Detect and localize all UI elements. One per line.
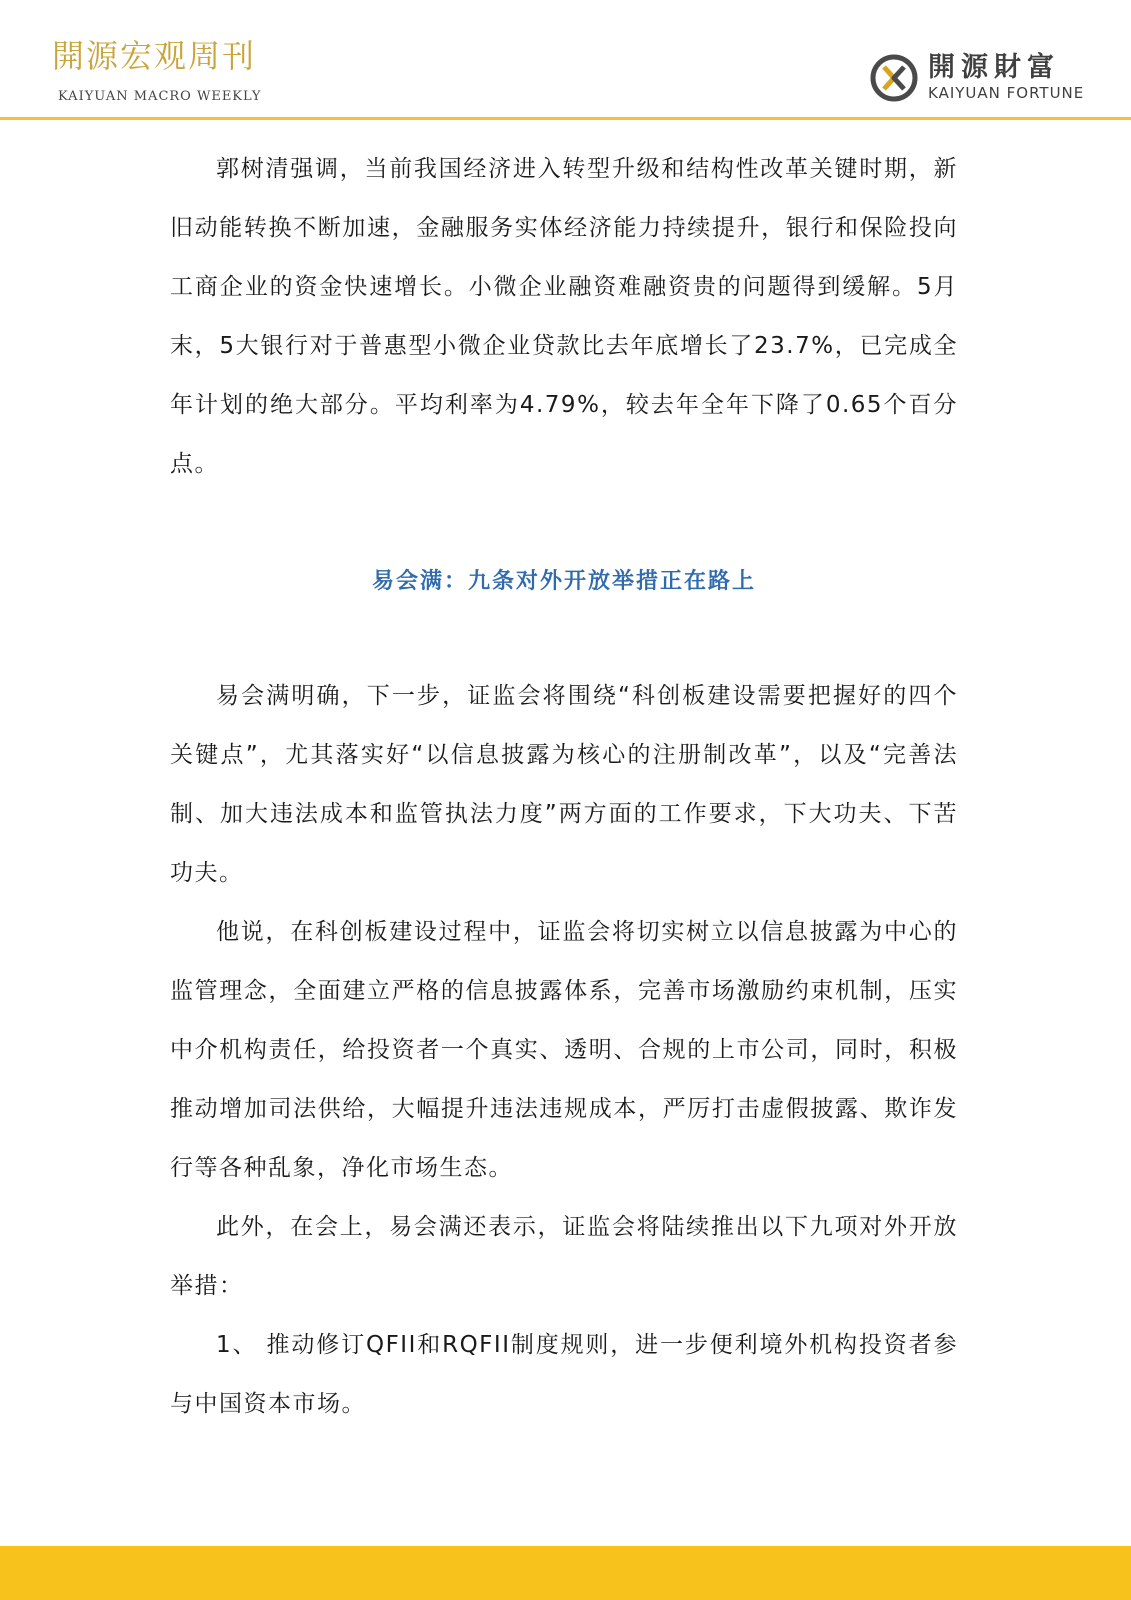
publication-title: 開源宏观周刊: [52, 37, 257, 75]
company-logo: [868, 52, 1098, 106]
footer-bar: [0, 1546, 1131, 1600]
article-body: [170, 140, 958, 1434]
paragraph-guo-shuqing: 郭树清强调，当前我国经济进入转型升级和结构性改革关键时期，新旧动能转换不断加速，金融服务实体经济能力持续提升，银行和保险投向工商企业的资金快速增长。小微企业融资难融资贵的问题得到缓解。5月末，5大银行对于普惠型小微企业贷款比去年底增长了23.7%，已完成全年计划的绝大部分。平均利率为4.79%，较去年全年下降了0.65个百分点。: [170, 156, 958, 477]
logo-english-text: KAIYUAN FORTUNE: [928, 84, 1085, 102]
list-item-measure-1: 1、 推动修订QFII和RQFII制度规则，进一步便利境外机构投资者参与中国资本市场。: [170, 1332, 958, 1417]
page-header: [0, 0, 1131, 120]
header-divider: [0, 117, 1131, 120]
paragraph-nine-measures-intro: 此外，在会上，易会满还表示，证监会将陆续推出以下九项对外开放举措：: [170, 1214, 958, 1299]
section-heading: 易会满：九条对外开放举措正在路上: [371, 569, 756, 594]
logo-chinese-text: 開源財富: [928, 52, 1060, 83]
paragraph-star-market: 他说，在科创板建设过程中，证监会将切实树立以信息披露为中心的监管理念，全面建立严格的信息披露体系，完善市场激励约束机制，压实中介机构责任，给投资者一个真实、透明、合规的上市公司，同时，积极推动增加司法供给，大幅提升违法违规成本，严厉打击虚假披露、欺诈发行等各种乱象，净化市场生态。: [170, 919, 958, 1181]
paragraph-yi-huiman-next-step: 易会满明确，下一步，证监会将围绕“科创板建设需要把握好的四个关键点”，尤其落实好“以信息披露为核心的注册制改革”，以及“完善法制、加大违法成本和监管执法力度”两方面的工作要求，下大功夫、下苦功夫。: [170, 683, 958, 886]
publication-subtitle: KAIYUAN MACRO WEEKLY: [58, 89, 262, 104]
logo-mark-icon: [868, 52, 920, 104]
